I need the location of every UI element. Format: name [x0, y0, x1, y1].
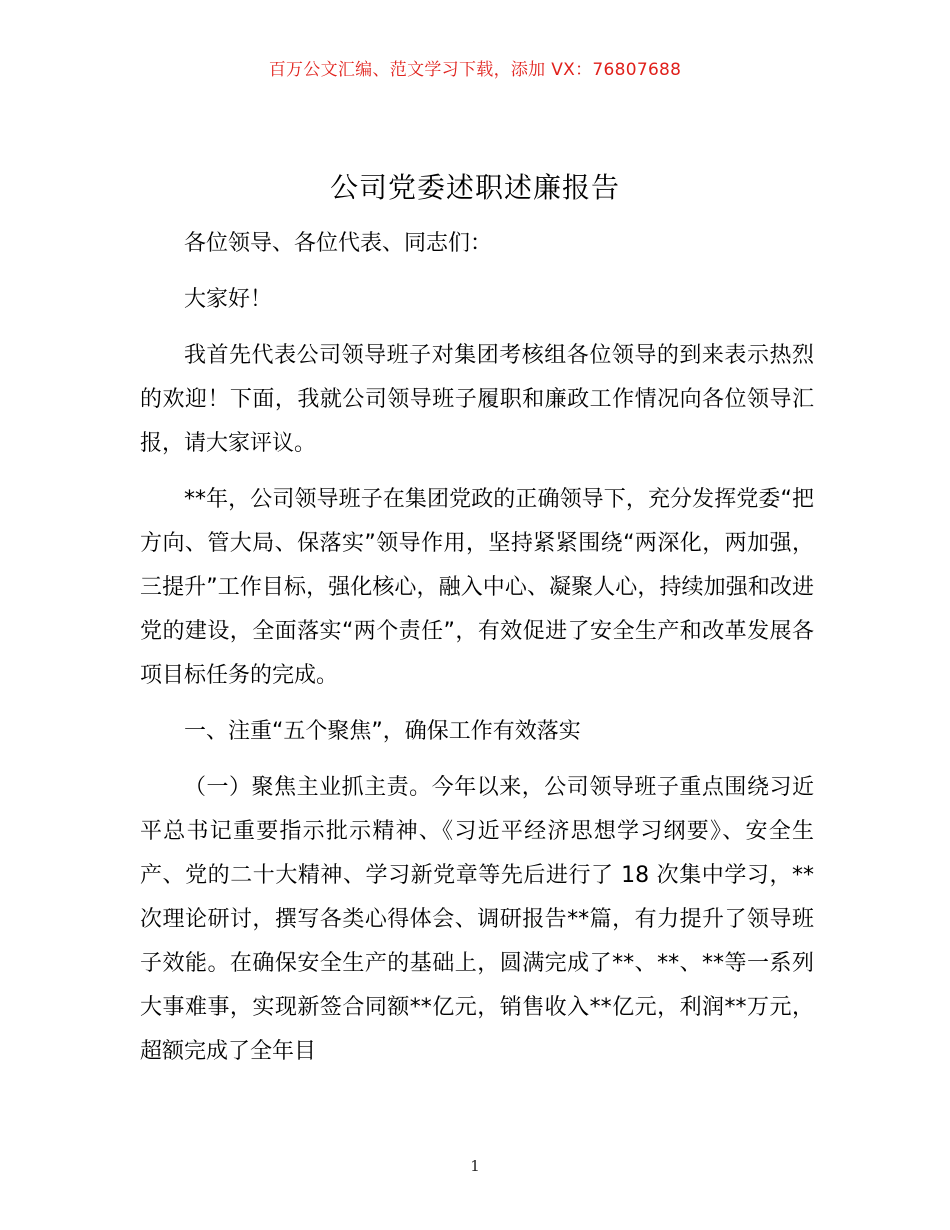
intro-paragraph: 我首先代表公司领导班子对集团考核组各位领导的到来表示热烈的欢迎！下面，我就公司领导班子履职和廉政工作情况向各位领导汇报，请大家评议。	[140, 343, 814, 456]
summary-paragraph: **年，公司领导班子在集团党政的正确领导下，充分发挥党委“把方向、管大局、保落实”领导作用，坚持紧紧围绕“两深化，两加强，三提升”工作目标，强化核心，融入中心、凝聚人心，持续加强和改进党的建设，全面落实“两个责任”，有效促进了安全生产和改革发展各项目标任务的完成。	[140, 487, 814, 688]
salutation-paragraph: 各位领导、各位代表、同志们：	[184, 231, 493, 256]
subsection-paragraph: （一）聚焦主业抓主责。今年以来，公司领导班子重点围绕习近平总书记重要指示批示精神、《习近平经济思想学习纲要》、安全生产、党的二十大精神、学习新党章等先后进行了 18 次集中学习，**次理论研讨，撰写各类心得体会、调研报告**篇，有力提升了领导班子效能。在确保安全生产的基础上，圆满完成了**、**、**等一系列大事难事，实现新签合同额**亿元，销售收入**亿元，利润**万元，超额完成了全年目	[140, 775, 814, 1064]
greeting-paragraph: 大家好！	[184, 287, 273, 312]
page-number: 1	[470, 1157, 480, 1175]
document-body	[140, 222, 814, 1074]
document-title: 公司党委述职述廉报告	[329, 171, 620, 204]
header-banner: 百万公文汇编、范文学习下载，添加 VX：76807688	[268, 60, 682, 80]
section-heading: 一、注重“五个聚焦”，确保工作有效落实	[184, 719, 581, 744]
